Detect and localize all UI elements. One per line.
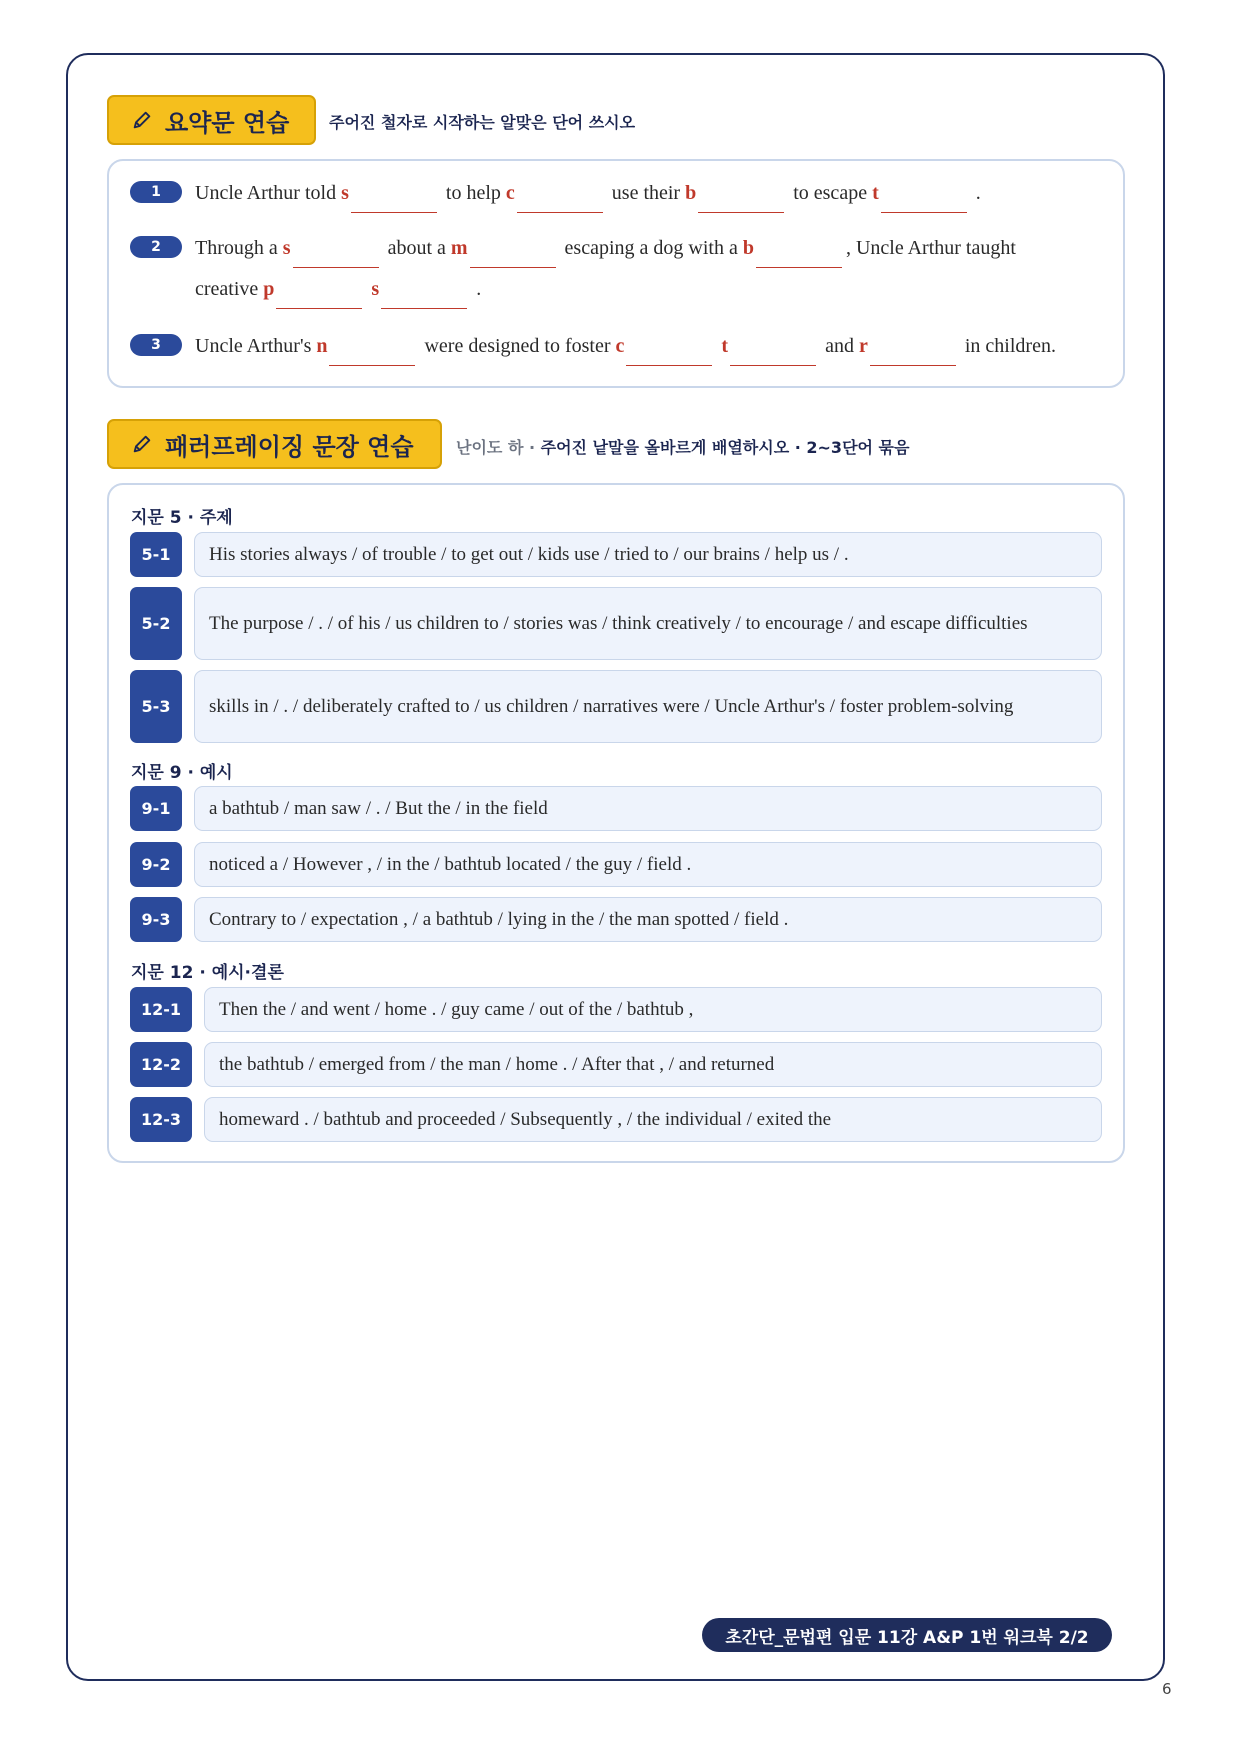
answer-blank[interactable] xyxy=(881,211,967,213)
summary-item-number: 1 xyxy=(130,181,182,203)
passage-group-title: 지문 9 · 예시 xyxy=(131,763,233,783)
summary-instruction: 주어진 철자로 시작하는 알맞은 단어 쓰시오 xyxy=(329,113,636,132)
word-bank-row: noticed a / However , / in the / bathtub located / the guy / field . xyxy=(194,842,1102,887)
answer-blank[interactable] xyxy=(351,211,437,213)
summary-item-number: 2 xyxy=(130,236,182,258)
row-tag: 5-1 xyxy=(130,532,182,577)
pencil-icon xyxy=(131,109,153,131)
answer-blank[interactable] xyxy=(381,307,467,309)
word-bank-row: The purpose / . / of his / us children to / stories was / think creatively / to encourage / and escape difficulties xyxy=(194,587,1102,660)
answer-blank[interactable] xyxy=(730,364,816,366)
summary-sentence-1: Uncle Arthur told s to help c use their b to escape t . xyxy=(195,182,981,213)
summary-item-number: 3 xyxy=(130,334,182,356)
row-tag: 5-3 xyxy=(130,670,182,743)
summary-sentence-2-line-1: Through a s about a m escaping a dog with a b , Uncle Arthur taught xyxy=(195,237,1016,268)
answer-blank[interactable] xyxy=(276,307,362,309)
paraphrase-section-label xyxy=(107,419,442,469)
row-tag: 9-1 xyxy=(130,786,182,831)
summary-section-label xyxy=(107,95,316,145)
answer-blank[interactable] xyxy=(756,266,842,268)
summary-title: 요약문 연습 xyxy=(165,108,290,137)
answer-blank[interactable] xyxy=(698,211,784,213)
word-bank-row: homeward . / bathtub and proceeded / Subsequently , / the individual / exited the xyxy=(204,1097,1102,1142)
row-tag: 12-3 xyxy=(130,1097,192,1142)
row-tag: 9-3 xyxy=(130,897,182,942)
difficulty-label: 난이도 하 · xyxy=(456,438,541,457)
row-tag: 9-2 xyxy=(130,842,182,887)
page-number: 6 xyxy=(1162,1680,1172,1698)
footer-label: 초간단_문법편 입문 11강 A&P 1번 워크북 2/2 xyxy=(702,1618,1112,1652)
word-bank-row: skills in / . / deliberately crafted to / us children / narratives were / Uncle Arthur's / foster problem-solving xyxy=(194,670,1102,743)
answer-blank[interactable] xyxy=(870,364,956,366)
paraphrase-title: 패러프레이징 문장 연습 xyxy=(165,432,414,461)
row-tag: 5-2 xyxy=(130,587,182,660)
pencil-icon xyxy=(131,433,153,455)
paraphrase-instruction: 난이도 하 · 주어진 낱말을 올바르게 배열하시오 · 2~3단어 묶음 xyxy=(456,438,910,457)
answer-blank[interactable] xyxy=(470,266,556,268)
word-bank-row: Then the / and went / home . / guy came / out of the / bathtub , xyxy=(204,987,1102,1032)
answer-blank[interactable] xyxy=(329,364,415,366)
word-bank-row: a bathtub / man saw / . / But the / in the field xyxy=(194,786,1102,831)
row-tag: 12-2 xyxy=(130,1042,192,1087)
summary-sentence-3: Uncle Arthur's n were designed to foster c t and r in children. xyxy=(195,335,1056,366)
answer-blank[interactable] xyxy=(293,266,379,268)
word-bank-row: Contrary to / expectation , / a bathtub / lying in the / the man spotted / field . xyxy=(194,897,1102,942)
row-tag: 12-1 xyxy=(130,987,192,1032)
answer-blank[interactable] xyxy=(626,364,712,366)
word-bank-row: the bathtub / emerged from / the man / home . / After that , / and returned xyxy=(204,1042,1102,1087)
word-bank-row: His stories always / of trouble / to get out / kids use / tried to / our brains / help us / . xyxy=(194,532,1102,577)
summary-sentence-2-line-2: creative p s . xyxy=(195,278,481,309)
passage-group-title: 지문 5 · 주제 xyxy=(131,508,233,528)
passage-group-title: 지문 12 · 예시·결론 xyxy=(131,963,284,983)
answer-blank[interactable] xyxy=(517,211,603,213)
